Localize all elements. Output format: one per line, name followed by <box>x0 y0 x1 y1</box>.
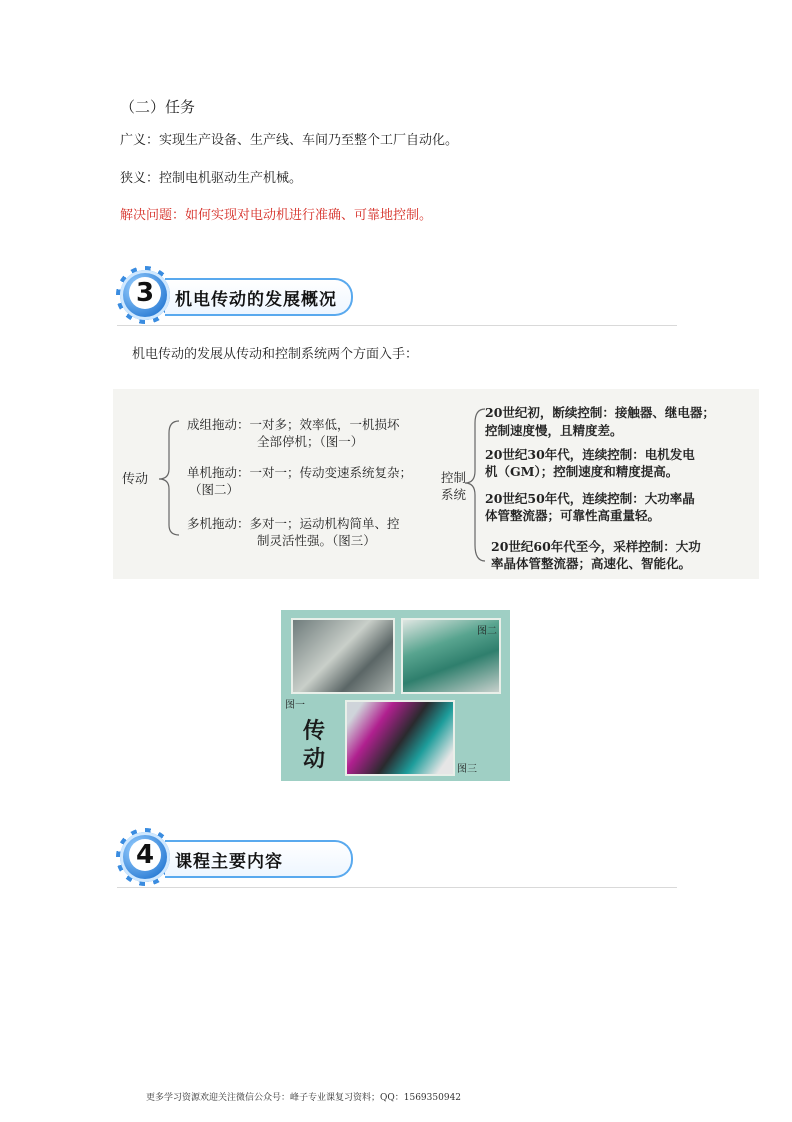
diagram-root-label: 传动 <box>122 472 149 487</box>
control-item-1-line1: 20世纪初，断续控制：接触器、继电器； <box>485 405 715 420</box>
drive-item-2-line2: （图二） <box>189 482 240 497</box>
drive-item-1-line2: 全部停机；（图一） <box>257 434 364 449</box>
gear-icon <box>120 270 170 320</box>
banner-title: 机电传动的发展概况 <box>175 290 337 310</box>
narrow-definition: 狭义：控制电机驱动生产机械。 <box>120 171 303 186</box>
drive-item-3-line1: 多机拖动：多对一；运动机构简单、控 <box>187 516 400 531</box>
section-banner-4 <box>117 830 677 888</box>
collage-label-2: 图二 <box>477 626 497 637</box>
problem-statement: 解决问题：如何实现对电动机进行准确、可靠地控制。 <box>120 208 433 223</box>
drive-photo-collage <box>281 610 510 781</box>
banner-pill <box>165 278 353 316</box>
broad-definition: 广义：实现生产设备、生产线、车间乃至整个工厂自动化。 <box>120 133 459 148</box>
left-brace <box>159 421 179 535</box>
section-heading-task: （二）任务 <box>120 98 196 116</box>
collage-big-char-1: 传 <box>303 718 326 744</box>
control-item-2-line2: 机（GM）；控制速度和精度提高。 <box>485 464 679 479</box>
gear-icon <box>120 832 170 882</box>
control-item-4-line1: 20世纪60年代至今，采样控制：大功 <box>491 539 701 554</box>
right-brace <box>465 409 485 561</box>
collage-big-char-2: 动 <box>303 746 326 772</box>
drive-item-1-line1: 成组拖动：一对多；效率低，一机损坏 <box>187 417 400 432</box>
photo-group-drive <box>291 618 395 694</box>
drive-item-3-line2: 制灵活性强。（图三） <box>257 533 376 548</box>
photo-multi-drive <box>345 700 455 776</box>
divider <box>117 887 677 888</box>
banner-title: 课程主要内容 <box>175 852 283 872</box>
control-item-4-line2: 率晶体管整流器；高速化、智能化。 <box>491 556 692 571</box>
divider <box>117 325 677 326</box>
section-banner-3 <box>117 268 677 326</box>
banner-pill <box>165 840 353 878</box>
footer-note: 更多学习资源欢迎关注微信公众号：峰子专业课复习资料；QQ：1569350942 <box>146 1093 462 1103</box>
control-item-2-line1: 20世纪30年代，连续控制：电机发电 <box>485 447 695 462</box>
control-item-3-line1: 20世纪50年代，连续控制：大功率晶 <box>485 491 695 506</box>
control-label-1: 控制 <box>441 470 467 485</box>
collage-label-1: 图一 <box>285 700 305 711</box>
drive-item-2-line1: 单机拖动：一对一；传动变速系统复杂； <box>187 465 413 480</box>
control-item-1-line2: 控制速度慢，且精度差。 <box>485 423 623 438</box>
control-label-2: 系统 <box>441 487 467 502</box>
drive-development-diagram <box>113 389 759 579</box>
banner-number: 4 <box>129 839 161 871</box>
intro-text: 机电传动的发展从传动和控制系统两个方面入手： <box>132 347 419 362</box>
collage-label-3: 图三 <box>457 764 477 775</box>
control-item-3-line2: 体管整流器；可靠性高重量轻。 <box>485 508 661 523</box>
banner-number: 3 <box>129 277 161 309</box>
